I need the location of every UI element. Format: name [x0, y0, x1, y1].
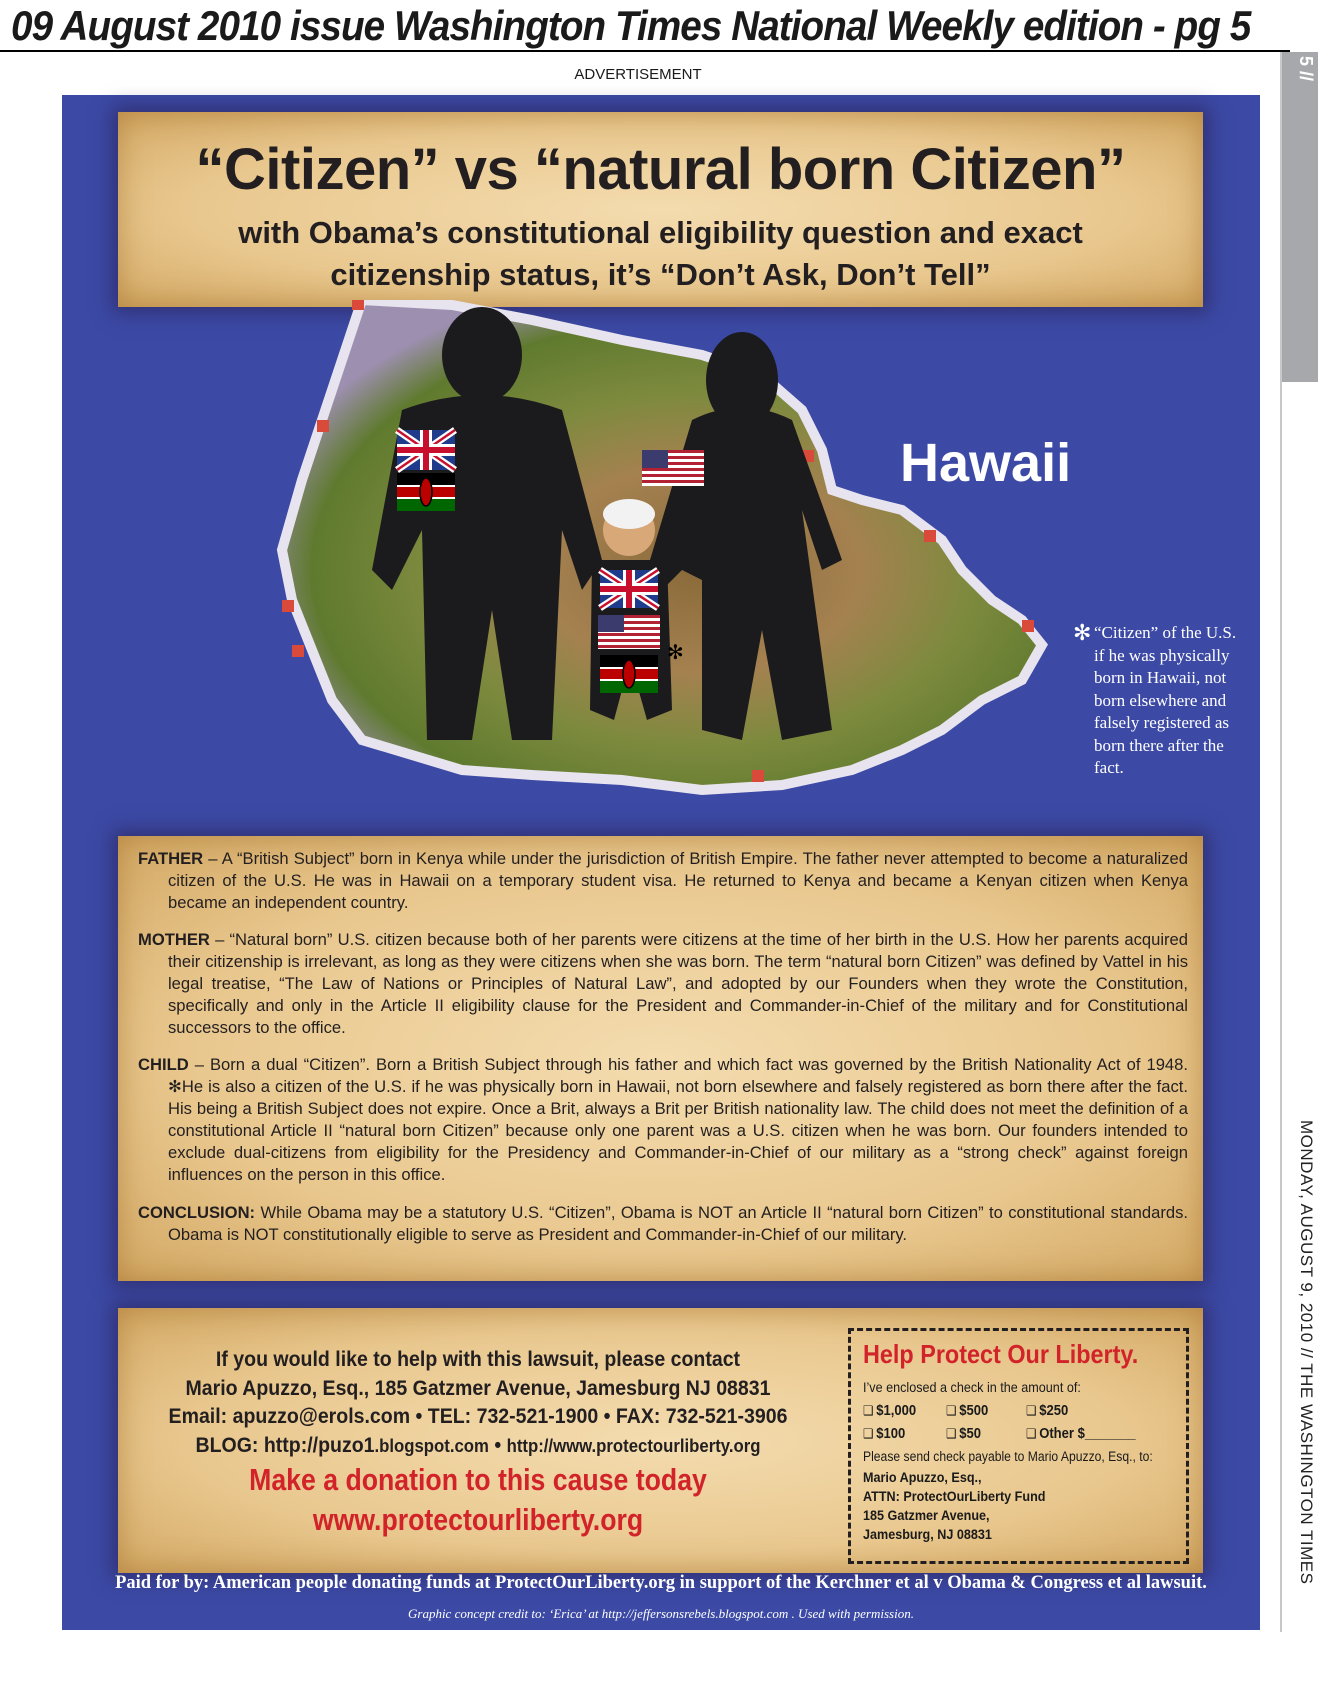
blog-link[interactable]: BLOG: http://puzo1 — [195, 1433, 375, 1457]
option-other[interactable] — [1026, 1426, 1136, 1442]
contact-address: Mario Apuzzo, Esq., 185 Gatzmer Avenue, Jamesburg NJ 08831 — [185, 1376, 771, 1400]
explanation-panel — [118, 836, 1203, 1281]
mother-paragraph — [138, 929, 1188, 1039]
us-flag-icon — [642, 450, 704, 486]
conclusion-text: While Obama may be a statutory U.S. “Citizen”, Obama is NOT an Article II “natural born Citizen” to constitutional standards. Obama is NOT constitutionally eligible to serve as President and Commander-in-Chief of our military. — [168, 1203, 1188, 1244]
child-text: – Born a dual “Citizen”. Born a British Subject through his father and which fact was governed by the British Nationality Act of 1948. ✻He is also a citizen of the U.S. if he was physically born in Hawaii, not born elsewhere and falsely registered as born there after the fact. His being a British Subject does not expire. Once a Brit, always a Brit per British nationality law. The child does not meet the definition of a constitutional Article II “natural born Citizen” because only one parent was a U.S. citizen when he was born. Our founders intended to exclude dual-citizens from eligibility for the Presidency and Commander-in-Chief of our military as a “strong check” against foreign influences on the person in this office. — [168, 1055, 1188, 1184]
checkbox-icon[interactable]: ❑ — [1026, 1403, 1037, 1418]
dateline: MONDAY, AUGUST 9, 2010 // THE WASHINGTON TIMES — [1297, 1120, 1316, 1585]
checkbox-icon[interactable]: ❑ — [863, 1403, 874, 1418]
child-uk-flag-icon — [600, 570, 658, 608]
blog-domain: .blogspot.com — [374, 1435, 489, 1456]
page-number: 5 // — [1296, 56, 1316, 82]
option-label: $1,000 — [876, 1403, 917, 1419]
advertisement-label: ADVERTISEMENT — [574, 66, 702, 83]
father-label: FATHER — [138, 849, 204, 868]
contact-intro: If you would like to help with this lawsuit, please contact — [215, 1348, 741, 1371]
graphic-credit: Graphic concept credit to: ‘Erica’ at http://jeffersonsrebels.blogspot.com . Used with permission. — [408, 1606, 914, 1621]
father-text: – A “British Subject” born in Kenya while under the jurisdiction of British Empire. The father never attempted to become a naturalized citizen of the U.S. He was in Hawaii on a temporary student visa. He returned to Kenya and became a Kenyan citizen when Kenya became an independent country. — [168, 849, 1188, 912]
coupon-enclosed-text: I’ve enclosed a check in the amount of: — [863, 1379, 1081, 1395]
donate-url-link[interactable]: www.protectourliberty.org — [312, 1502, 644, 1537]
child-label: CHILD — [138, 1055, 189, 1074]
option-label: $50 — [959, 1426, 981, 1442]
uk-flag-icon — [397, 430, 455, 470]
father-paragraph — [138, 848, 1188, 914]
bullet-separator: • — [488, 1433, 507, 1457]
contact-blog-line — [162, 1432, 794, 1461]
headline: “Citizen” vs “natural born Citizen” — [195, 137, 1126, 202]
child-paragraph — [138, 1054, 1188, 1186]
contact-panel — [118, 1308, 1203, 1573]
subheadline: with Obama’s constitutional eligibility question and exact citizenship status, it’s “Don’t Ask, Don’t Tell” — [238, 215, 1083, 292]
checkbox-icon[interactable]: ❑ — [863, 1426, 874, 1441]
mother-label: MOTHER — [138, 930, 210, 949]
option-50[interactable] — [946, 1426, 981, 1442]
island-graphic — [62, 300, 1260, 830]
coupon-mailing-address — [863, 1468, 1045, 1544]
header-rule — [0, 50, 1290, 52]
title-banner — [118, 112, 1203, 307]
contact-info — [162, 1346, 794, 1460]
checkbox-icon[interactable]: ❑ — [1026, 1426, 1037, 1441]
option-250[interactable] — [1026, 1403, 1068, 1419]
option-100[interactable] — [863, 1426, 905, 1442]
conclusion-paragraph — [138, 1202, 1188, 1246]
contact-phone-email: Email: apuzzo@erols.com • TEL: 732-521-1900 • FAX: 732-521-3906 — [168, 1405, 788, 1428]
hawaii-label: Hawaii — [900, 433, 1072, 493]
address-line: Jamesburg, NJ 08831 — [863, 1526, 992, 1542]
option-label: $250 — [1039, 1403, 1069, 1419]
donate-callout — [186, 1460, 771, 1540]
child-us-flag-icon — [598, 615, 660, 649]
page-edge-rule — [1280, 52, 1282, 1632]
address-line: Mario Apuzzo, Esq., — [863, 1469, 982, 1485]
child-star-icon: ✻ — [667, 642, 684, 664]
coupon-title: Help Protect Our Liberty. — [863, 1339, 1139, 1369]
donation-coupon — [848, 1328, 1189, 1564]
conclusion-label: CONCLUSION: — [138, 1203, 256, 1222]
checkbox-icon[interactable]: ❑ — [946, 1426, 957, 1441]
checkbox-icon[interactable]: ❑ — [946, 1403, 957, 1418]
paid-for-disclaimer: Paid for by: American people donating funds at ProtectOurLiberty.org in support of the Kerchner et al v Obama & Congress et al lawsuit. — [115, 1573, 1207, 1593]
kenya-flag-icon — [397, 473, 455, 511]
option-500[interactable] — [946, 1403, 988, 1419]
address-line: ATTN: ProtectOurLiberty Fund — [863, 1488, 1046, 1504]
mother-text: – “Natural born” U.S. citizen because both of her parents were citizens at the time of her birth in the U.S. How her parents acquired their citizenship is irrelevant, as long as they were citizens when she was born. The term “natural born Citizen” was defined by Vattel in his legal treatise, “The Law of Nations or Principles of Natural Law”, and adopted by our Founders when they wrote the Constitution, specifically and only in the Article II eligibility clause for the President and Commander-in-Chief of the military and for Constitutional successors to the office. — [168, 930, 1188, 1037]
child-kenya-flag-icon — [600, 655, 658, 693]
donate-heading: Make a donation to this cause today — [249, 1462, 707, 1497]
option-label: $100 — [876, 1426, 906, 1442]
website-link[interactable]: http://www.protectourliberty.org — [506, 1435, 761, 1456]
coupon-send-instructions: Please send check payable to Mario Apuzzo, Esq., to: — [863, 1449, 1153, 1464]
option-label: Other $_______ — [1039, 1426, 1136, 1442]
hawaii-map-illustration — [62, 300, 1260, 830]
address-line: 185 Gatzmer Avenue, — [863, 1507, 990, 1523]
footnote-star-icon: ✻ — [1073, 620, 1092, 645]
newspaper-header-title: 09 August 2010 issue Washington Times National Weekly edition - pg 5 — [11, 2, 1251, 49]
option-label: $500 — [959, 1403, 989, 1419]
option-1000[interactable] — [863, 1403, 916, 1419]
citizen-footnote: “Citizen” of the U.S. if he was physically born in Hawaii, not born elsewhere and falsely registered as born there after the fact. — [1094, 623, 1237, 777]
